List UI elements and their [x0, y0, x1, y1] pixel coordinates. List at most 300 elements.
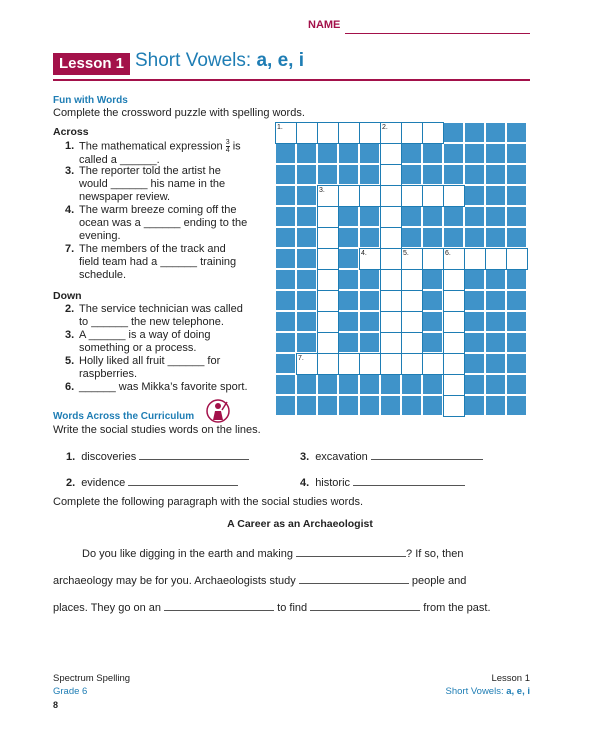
crossword-block: [464, 269, 485, 290]
answer-blank[interactable]: [164, 610, 274, 611]
grid-line: [380, 143, 381, 165]
crossword-block: [506, 353, 527, 374]
word-text: evidence: [81, 477, 126, 489]
crossword-block: [338, 395, 359, 416]
crossword-cell[interactable]: [359, 185, 380, 206]
crossword-cell[interactable]: [443, 311, 464, 332]
grid-line: [296, 122, 297, 144]
crossword-block: [464, 227, 485, 248]
grid-line: [380, 206, 381, 228]
name-line[interactable]: [345, 33, 530, 34]
crossword-block: [422, 206, 443, 227]
crossword-cell[interactable]: [380, 227, 401, 248]
crossword-block: [506, 269, 527, 290]
grid-line: [317, 206, 318, 228]
grid-number: 7.: [298, 355, 304, 362]
crossword-cell[interactable]: [443, 374, 464, 395]
crossword-cell[interactable]: [338, 122, 359, 143]
grid-line: [338, 206, 360, 207]
grid-line: [422, 269, 423, 291]
page-number: 8: [53, 700, 59, 710]
clue-number: 2.: [65, 303, 75, 315]
grid-line: [317, 311, 339, 312]
across-clue: [65, 139, 270, 167]
crossword-block: [464, 122, 485, 143]
crossword-cell[interactable]: [443, 332, 464, 353]
crossword-cell[interactable]: [317, 290, 338, 311]
crossword-cell[interactable]: [401, 269, 422, 290]
crossword-block: [296, 143, 317, 164]
grid-line: [317, 353, 318, 375]
grid-line: [296, 122, 318, 123]
crossword-cell[interactable]: [401, 290, 422, 311]
crossword-block: [422, 227, 443, 248]
crossword-block: [296, 374, 317, 395]
grid-line: [422, 353, 423, 375]
crossword-cell[interactable]: [443, 269, 464, 290]
grid-line: [296, 374, 318, 375]
grid-line: [443, 206, 465, 207]
crossword-block: [275, 185, 296, 206]
crossword-cell[interactable]: [338, 353, 359, 374]
crossword-block: [506, 395, 527, 416]
grid-line: [464, 311, 465, 333]
crossword-block: [359, 164, 380, 185]
grid-line: [443, 332, 444, 354]
grid-line: [464, 374, 465, 396]
grid-line: [443, 311, 465, 312]
grid-line: [380, 143, 402, 144]
clue-text: Holly liked all fruit ______ for: [79, 355, 221, 367]
grid-line: [401, 143, 402, 165]
grid-line: [317, 227, 318, 249]
down-clue: [65, 329, 285, 355]
crossword-block: [506, 164, 527, 185]
crossword-cell[interactable]: [380, 311, 401, 332]
grid-line: [317, 269, 339, 270]
grid-line: [359, 353, 381, 354]
grid-line: [317, 122, 318, 144]
crossword-block: [422, 269, 443, 290]
word-number: 1.: [66, 451, 76, 463]
grid-line: [422, 122, 444, 123]
crossword-block: [296, 290, 317, 311]
word-text: discoveries: [81, 451, 137, 463]
crossword-block: [401, 227, 422, 248]
grid-line: [338, 227, 339, 249]
grid-line: [443, 353, 465, 354]
grid-line: [506, 248, 507, 270]
answer-blank[interactable]: [128, 485, 238, 486]
clue-text: ______ was Mikka’s favorite sport.: [79, 381, 248, 393]
crossword-cell[interactable]: [296, 122, 317, 143]
crossword-block: [506, 290, 527, 311]
crossword-block: [296, 164, 317, 185]
grid-line: [380, 227, 402, 228]
crossword-block: [296, 248, 317, 269]
grid-line: [401, 332, 423, 333]
clue-text: is: [232, 140, 241, 153]
crossword-block: [401, 143, 422, 164]
grid-line: [464, 395, 465, 417]
grid-line: [464, 332, 465, 354]
crossword-block: [422, 374, 443, 395]
clue-number: 7.: [65, 243, 75, 255]
crossword-cell[interactable]: [380, 185, 401, 206]
grid-line: [443, 248, 465, 249]
crossword-cell[interactable]: [443, 395, 464, 416]
crossword-block: [422, 290, 443, 311]
page-title: [135, 50, 304, 72]
crossword-block: [380, 374, 401, 395]
grid-line: [359, 269, 381, 270]
grid-line: [296, 353, 297, 375]
crossword-cell[interactable]: [317, 206, 338, 227]
word-text: historic: [315, 477, 351, 489]
crossword-cell[interactable]: [380, 353, 401, 374]
crossword-block: [359, 374, 380, 395]
answer-blank[interactable]: [353, 485, 465, 486]
word-entry: [300, 451, 483, 463]
across-clue: [65, 204, 270, 243]
footer-book: Spectrum Spelling: [53, 673, 131, 684]
crossword-block: [506, 374, 527, 395]
crossword-cell[interactable]: [422, 248, 443, 269]
crossword-block: [464, 332, 485, 353]
grid-line: [380, 248, 381, 270]
crossword-cell[interactable]: [443, 185, 464, 206]
crossword-block: [338, 269, 359, 290]
crossword-block: [422, 143, 443, 164]
grid-line: [401, 290, 423, 291]
grid-line: [443, 290, 465, 291]
grid-line: [359, 248, 360, 270]
grid-number: 4.: [361, 250, 367, 257]
paragraph-text: places. They go on an: [53, 602, 162, 614]
grid-line: [317, 311, 318, 333]
crossword-block: [422, 332, 443, 353]
grid-line: [443, 332, 465, 333]
crossword-cell[interactable]: [380, 206, 401, 227]
grid-line: [317, 185, 339, 186]
down-heading: Down: [53, 290, 82, 302]
clue-number: 5.: [65, 355, 75, 367]
word-text: excavation: [315, 451, 368, 463]
crossword-cell[interactable]: [317, 332, 338, 353]
grid-line: [422, 248, 444, 249]
crossword-block: [317, 374, 338, 395]
crossword-cell[interactable]: [422, 185, 443, 206]
grid-line: [464, 269, 465, 291]
crossword-block: [464, 374, 485, 395]
crossword-block: [464, 395, 485, 416]
crossword-cell[interactable]: [401, 332, 422, 353]
crossword-block: [359, 395, 380, 416]
paragraph-text: people and: [411, 575, 467, 587]
title-prefix: Short Vowels:: [135, 50, 252, 71]
grid-number: 3.: [319, 187, 325, 194]
grid-line: [443, 269, 465, 270]
grid-line: [401, 248, 423, 249]
paragraph-line: [53, 575, 533, 587]
grid-line: [380, 206, 402, 207]
grid-line: [317, 269, 318, 291]
crossword-block: [275, 248, 296, 269]
crossword-block: [296, 269, 317, 290]
grid-line: [380, 269, 402, 270]
grid-line: [401, 269, 402, 291]
crossword-cell[interactable]: [380, 248, 401, 269]
crossword-block: [401, 206, 422, 227]
crossword-block: [338, 227, 359, 248]
clue-number: 3.: [65, 165, 75, 177]
answer-blank[interactable]: [310, 610, 420, 611]
grid-line: [380, 353, 402, 354]
grid-line: [422, 374, 444, 375]
grid-number: 1.: [277, 124, 283, 131]
crossword-block: [485, 332, 506, 353]
clue-text: newspaper review.: [79, 191, 171, 203]
grid-line: [401, 143, 423, 144]
grid-line: [338, 311, 339, 333]
grid-line: [422, 185, 444, 186]
crossword-block: [464, 290, 485, 311]
crossword-cell[interactable]: [401, 311, 422, 332]
paragraph-line: [53, 602, 533, 614]
crossword-block: [296, 311, 317, 332]
word-number: 3.: [300, 451, 310, 463]
crossword-cell[interactable]: [317, 122, 338, 143]
crossword-cell[interactable]: [380, 164, 401, 185]
grid-line: [401, 227, 402, 249]
grid-line: [401, 353, 402, 375]
grid-line: [401, 374, 423, 375]
crossword-cell[interactable]: [380, 269, 401, 290]
grid-line: [338, 353, 339, 375]
crossword-cell[interactable]: [338, 185, 359, 206]
crossword-block: [338, 374, 359, 395]
grid-number: 2.: [382, 124, 388, 131]
answer-blank[interactable]: [296, 556, 406, 557]
grid-line: [443, 311, 444, 333]
grid-line: [506, 248, 528, 249]
crossword-cell[interactable]: [317, 311, 338, 332]
answer-blank[interactable]: [371, 459, 483, 460]
grid-line: [380, 269, 381, 291]
grid-line: [338, 332, 339, 354]
grid-line: [338, 269, 339, 291]
fraction-denominator: 4: [225, 147, 230, 154]
clue-text: ocean was a ______ ending to the: [79, 217, 248, 229]
crossword-block: [485, 374, 506, 395]
crossword-cell[interactable]: [443, 290, 464, 311]
grid-line: [380, 164, 381, 186]
crossword-block: [338, 248, 359, 269]
down-clue: [65, 303, 285, 329]
grid-line: [317, 227, 339, 228]
name-label: NAME: [308, 19, 341, 31]
grid-line: [485, 269, 507, 270]
grid-line: [422, 185, 423, 207]
grid-line: [380, 332, 402, 333]
crossword-block: [464, 185, 485, 206]
grid-line: [401, 332, 402, 354]
crossword-block: [506, 185, 527, 206]
answer-blank[interactable]: [139, 459, 249, 460]
crossword-cell[interactable]: [359, 122, 380, 143]
clue-number: 4.: [65, 204, 75, 216]
crossword-cell[interactable]: [380, 332, 401, 353]
crossword-cell[interactable]: [359, 353, 380, 374]
crossword-block: [359, 311, 380, 332]
crossword-block: [317, 164, 338, 185]
curriculum-heading: Words Across the Curriculum: [53, 411, 195, 422]
grid-number: 6.: [445, 250, 451, 257]
title-vowels: a, e, i: [256, 50, 304, 71]
grid-line: [443, 248, 444, 270]
crossword-cell[interactable]: [401, 122, 422, 143]
crossword-cell[interactable]: [380, 290, 401, 311]
archaeologist-icon: [206, 398, 230, 424]
grid-line: [317, 290, 318, 312]
grid-line: [359, 185, 381, 186]
answer-blank[interactable]: [299, 583, 409, 584]
grid-line: [464, 248, 465, 270]
crossword-block: [359, 206, 380, 227]
grid-line: [401, 353, 423, 354]
grid-line: [338, 185, 360, 186]
grid-line: [401, 248, 402, 270]
grid-line: [338, 374, 360, 375]
clue-text: A ______ is a way of doing: [79, 329, 211, 341]
crossword-cell[interactable]: [317, 353, 338, 374]
crossword-block: [485, 227, 506, 248]
clue-text: The warm breeze coming off the: [79, 204, 237, 216]
lesson-badge: Lesson 1: [53, 53, 130, 75]
fun-instruction: Complete the crossword puzzle with spelling words.: [53, 107, 305, 119]
grid-line: [359, 143, 381, 144]
grid-line: [317, 332, 318, 354]
grid-line: [359, 122, 381, 123]
grid-line: [485, 248, 507, 249]
grid-line: [317, 248, 318, 270]
grid-line: [401, 164, 402, 186]
grid-line: [338, 122, 360, 123]
crossword-block: [485, 122, 506, 143]
grid-line: [380, 122, 381, 144]
grid-line: [527, 248, 528, 270]
crossword-block: [338, 206, 359, 227]
paragraph-text: ? If so, then: [406, 548, 464, 560]
grid-line: [380, 227, 381, 249]
crossword-cell[interactable]: [464, 248, 485, 269]
curriculum-instruction: Write the social studies words on the lines.: [53, 424, 261, 436]
clue-text: schedule.: [79, 269, 127, 281]
crossword-block: [296, 206, 317, 227]
clue-text: field team had a ______ training: [79, 256, 237, 268]
grid-line: [422, 248, 423, 270]
crossword-block: [338, 164, 359, 185]
grid-line: [401, 122, 402, 144]
crossword-cell[interactable]: [422, 353, 443, 374]
clue-text: The members of the track and: [79, 243, 226, 255]
curriculum-instruction-2: Complete the following paragraph with the social studies words.: [53, 496, 363, 508]
grid-line: [380, 374, 402, 375]
grid-line: [338, 353, 360, 354]
grid-line: [422, 143, 444, 144]
paragraph-text: to find: [277, 602, 308, 614]
crossword-block: [275, 332, 296, 353]
crossword-block: [485, 290, 506, 311]
crossword-cell[interactable]: [443, 353, 464, 374]
grid-line: [401, 311, 423, 312]
crossword-cell[interactable]: [317, 269, 338, 290]
crossword-cell[interactable]: [317, 248, 338, 269]
grid-line: [464, 353, 465, 375]
grid-line: [464, 185, 465, 207]
grid-line: [380, 164, 402, 165]
grid-line: [359, 206, 381, 207]
crossword-block: [275, 290, 296, 311]
clue-text: The service technician was called: [79, 303, 243, 315]
grid-line: [443, 395, 465, 396]
crossword-block: [359, 290, 380, 311]
grid-line: [359, 248, 381, 249]
crossword-grid: [275, 122, 527, 418]
crossword-block: [338, 332, 359, 353]
grid-line: [317, 353, 339, 354]
clue-text: raspberries.: [79, 368, 138, 380]
crossword-block: [464, 353, 485, 374]
grid-line: [296, 143, 318, 144]
crossword-block: [401, 395, 422, 416]
across-clue: [65, 243, 270, 282]
grid-line: [380, 248, 402, 249]
word-entry: [66, 477, 238, 489]
grid-line: [401, 206, 402, 228]
crossword-cell[interactable]: [317, 227, 338, 248]
word-entry: [66, 451, 249, 463]
crossword-block: [506, 332, 527, 353]
grid-line: [443, 416, 465, 417]
grid-line: [464, 290, 465, 312]
crossword-block: [422, 311, 443, 332]
crossword-block: [506, 227, 527, 248]
grid-line: [338, 185, 339, 207]
footer-topic-vowels: a, e, i: [506, 686, 530, 697]
crossword-cell[interactable]: [401, 185, 422, 206]
word-entry: [300, 477, 465, 489]
clue-text: to ______ the new telephone.: [79, 316, 224, 328]
fraction-numerator: 3: [225, 139, 230, 146]
crossword-cell[interactable]: [401, 353, 422, 374]
crossword-block: [359, 269, 380, 290]
grid-line: [359, 374, 381, 375]
grid-line: [464, 248, 486, 249]
paragraph-text: Do you like digging in the earth and making: [82, 548, 293, 560]
crossword-block: [485, 206, 506, 227]
grid-line: [380, 185, 402, 186]
article-title: A Career as an Archaeologist: [227, 518, 373, 530]
crossword-cell[interactable]: [380, 143, 401, 164]
crossword-cell[interactable]: [506, 248, 527, 269]
crossword-block: [401, 374, 422, 395]
crossword-block: [338, 143, 359, 164]
crossword-block: [296, 332, 317, 353]
grid-line: [359, 122, 360, 144]
crossword-cell[interactable]: [485, 248, 506, 269]
crossword-cell[interactable]: [422, 122, 443, 143]
